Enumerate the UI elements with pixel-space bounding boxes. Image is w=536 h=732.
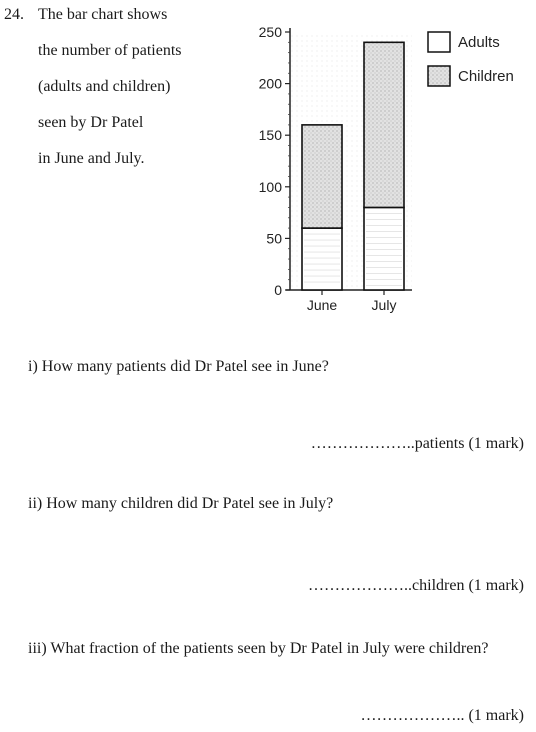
answer-line-ii[interactable]: ………………..children (1 mark) [308, 577, 524, 594]
intro-line-4: seen by Dr Patel [38, 114, 144, 131]
intro-line-1: The bar chart shows [38, 6, 168, 23]
y-tick-label-100: 100 [258, 178, 282, 195]
intro-line-5: in June and July. [38, 150, 145, 167]
legend-label-children: Children [458, 68, 514, 85]
answer-line-iii[interactable]: ……………….. (1 mark) [360, 707, 524, 724]
question-part-i: i) How many patients did Dr Patel see in June? [28, 358, 329, 375]
bar-children-june [302, 125, 342, 228]
y-tick-label-0: 0 [274, 282, 282, 298]
question-part-ii: ii) How many children did Dr Patel see in July? [28, 495, 334, 512]
intro-line-2: the number of patients [38, 42, 182, 59]
x-tick-label-july: July [371, 297, 397, 313]
answer-line-i[interactable]: ………………..patients (1 mark) [310, 435, 524, 452]
question-part-iii: iii) What fraction of the patients seen by Dr Patel in July were children? [28, 640, 489, 657]
legend-swatch-children [428, 66, 450, 86]
question-number: 24. [4, 6, 24, 23]
y-tick-label-150: 150 [258, 127, 282, 144]
bar-adults-june [302, 228, 342, 290]
y-tick-label-250: 250 [258, 24, 282, 40]
y-tick-label-50: 50 [266, 230, 282, 247]
legend-swatch-adults [428, 32, 450, 52]
intro-line-3: (adults and children) [38, 78, 171, 95]
plot-area [259, 24, 514, 313]
stacked-bar-chart [240, 14, 536, 324]
legend-label-adults: Adults [458, 34, 500, 51]
y-tick-label-200: 200 [258, 75, 282, 92]
x-tick-label-june: June [306, 297, 338, 313]
bar-children-july [364, 42, 404, 207]
